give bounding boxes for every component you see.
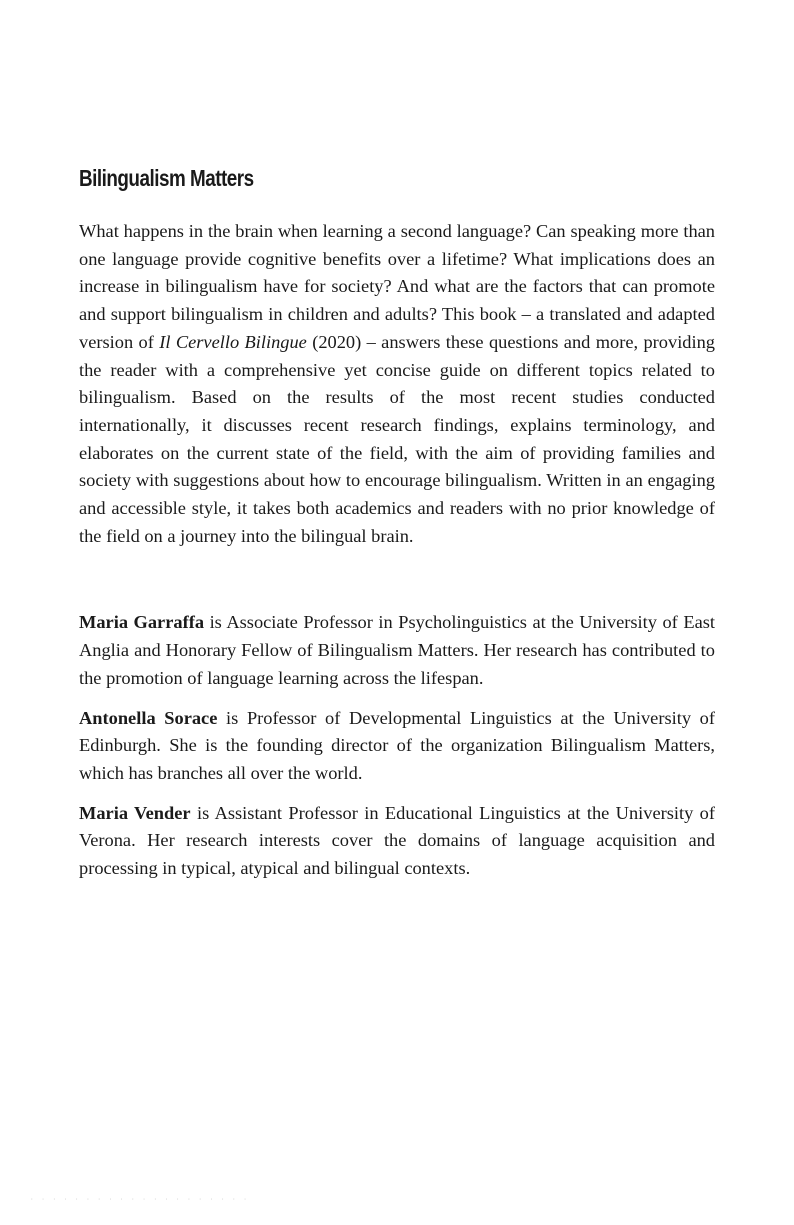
author-name: Maria Vender xyxy=(79,802,191,823)
author-bio-vender xyxy=(79,800,715,883)
book-description xyxy=(79,218,715,550)
author-name: Antonella Sorace xyxy=(79,707,218,728)
description-text-part-2: (2020) – answers these questions and more, providing the reader with a comprehensive yet concise guide on different topics related to bilingualism. Based on the results of the most recent studies conducted internationally, it discusses recent research findings, explains terminology, and elaborates on the current state of the field, with the aim of providing families and society with suggestions about how to encourage bilingualism. Written in an engaging and accessible style, it takes both academics and readers with no prior knowledge of the field on a journey into the bilingual brain. xyxy=(79,331,716,546)
book-page xyxy=(79,160,715,895)
print-registration-mark: · · · · · · · · · · · · · · · · · · · · xyxy=(30,1196,249,1203)
original-book-title: Il Cervello Bilingue xyxy=(159,331,307,352)
author-bio-garraffa xyxy=(79,609,715,692)
page-title: Bilingualism Matters xyxy=(79,165,254,191)
description-text-part-1: What happens in the brain when learning a second language? Can speaking more than one language provide cognitive benefits over a lifetime? What implications does an increase in bilingualism have for society? And what are the factors that can promote and support bilingualism in children and adults? This book – a translated and adapted version of xyxy=(79,221,715,352)
author-bios xyxy=(79,609,715,882)
author-bio-text: is Professor of Developmental Linguistics at the University of Edinburgh. She is the founding director of the organization Bilingualism Matters, which has branches all over the world. xyxy=(79,707,715,783)
author-bio-sorace xyxy=(79,705,715,788)
author-bio-text: is Assistant Professor in Educational Linguistics at the University of Verona. Her research interests cover the domains of language acquisition and processing in typical, atypical and bilingual contexts. xyxy=(79,802,715,879)
author-name: Maria Garraffa xyxy=(79,612,205,633)
author-bio-text: is Associate Professor in Psycholinguistics at the University of East Anglia and Honorary Fellow of Bilingualism Matters. Her research has contributed to the promotion of language learning across the lifespan. xyxy=(79,612,715,688)
